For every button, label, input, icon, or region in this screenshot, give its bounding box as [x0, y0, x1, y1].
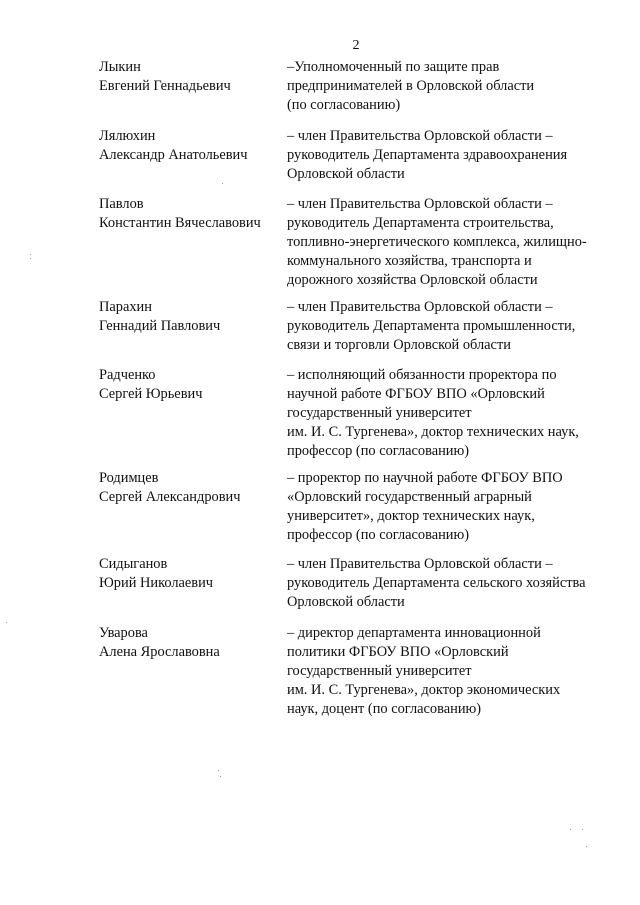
member-surname: Уварова	[99, 625, 148, 641]
position-line: – член Правительства Орловской области –	[287, 128, 553, 144]
scan-speck	[6, 622, 7, 623]
position-line: коммунального хозяйства, транспорта и	[287, 253, 532, 269]
position-line: университет», доктор технических наук,	[287, 508, 535, 524]
member-surname: Родимцев	[99, 470, 159, 486]
member-name	[99, 555, 279, 593]
member-surname: Парахин	[99, 299, 152, 315]
position-line: – член Правительства Орловской области –	[287, 299, 553, 315]
scan-speck	[218, 770, 219, 771]
member-name	[99, 195, 279, 233]
position-line: профессор (по согласованию)	[287, 443, 470, 459]
position-line: политики ФГБОУ ВПО «Орловский	[287, 644, 509, 660]
member-given-names: Евгений Геннадьевич	[99, 78, 231, 94]
position-line: – проректор по научной работе ФГБОУ ВПО	[287, 470, 563, 486]
position-line: наук, доцент (по согласованию)	[287, 701, 482, 717]
position-line: топливно-энергетического комплекса, жилищно-	[287, 234, 587, 250]
position-line: – исполняющий обязанности проректора по	[287, 367, 557, 383]
position-line: руководитель Департамента промышленности,	[287, 318, 576, 334]
position-line: дорожного хозяйства Орловской области	[287, 272, 538, 288]
position-line: руководитель Департамента здравоохранения	[287, 147, 568, 163]
member-given-names: Сергей Юрьевич	[99, 386, 203, 402]
member-surname: Радченко	[99, 367, 156, 383]
member-position	[287, 127, 607, 184]
position-line: –Уполномоченный по защите прав	[287, 59, 500, 75]
position-line: (по согласованию)	[287, 97, 401, 113]
position-line: – директор департамента инновационной	[287, 625, 541, 641]
member-position	[287, 469, 607, 545]
position-line: связи и торговли Орловской области	[287, 337, 511, 353]
member-position	[287, 366, 607, 461]
member-name	[99, 366, 279, 404]
position-line: – член Правительства Орловской области –	[287, 556, 553, 572]
member-surname: Лялюхин	[99, 128, 156, 144]
scan-speck	[586, 846, 587, 847]
scan-speck	[570, 829, 571, 830]
member-name	[99, 127, 279, 165]
member-given-names: Алена Ярославовна	[99, 644, 220, 660]
member-position	[287, 555, 607, 612]
position-line: профессор (по согласованию)	[287, 527, 470, 543]
member-name	[99, 469, 279, 507]
member-given-names: Александр Анатольевич	[99, 147, 248, 163]
member-position	[287, 298, 607, 355]
member-name	[99, 624, 279, 662]
position-line: государственный университет	[287, 663, 472, 679]
member-position	[287, 195, 607, 290]
member-surname: Павлов	[99, 196, 144, 212]
position-line: Орловской области	[287, 594, 405, 610]
position-line: государственный университет	[287, 405, 472, 421]
position-line: им. И. С. Тургенева», доктор экономических	[287, 682, 561, 698]
position-line: руководитель Департамента сельского хозяйства	[287, 575, 586, 591]
page-number: 2	[352, 38, 360, 53]
member-given-names: Константин Вячеславович	[99, 215, 261, 231]
position-line: – член Правительства Орловской области –	[287, 196, 553, 212]
position-line: Орловской области	[287, 166, 405, 182]
scan-speck	[222, 183, 223, 184]
scan-speck	[30, 258, 31, 259]
position-line: предпринимателей в Орловской области	[287, 78, 535, 94]
position-line: «Орловский государственный аграрный	[287, 489, 532, 505]
member-name	[99, 58, 279, 96]
scan-speck	[220, 776, 221, 777]
member-surname: Сидыганов	[99, 556, 168, 572]
position-line: руководитель Департамента строительства,	[287, 215, 554, 231]
member-position	[287, 58, 607, 115]
scan-speck	[30, 254, 31, 255]
member-surname: Лыкин	[99, 59, 141, 75]
position-line: им. И. С. Тургенева», доктор технических наук,	[287, 424, 579, 440]
member-given-names: Юрий Николаевич	[99, 575, 214, 591]
member-given-names: Геннадий Павлович	[99, 318, 221, 334]
member-position	[287, 624, 607, 719]
scan-speck	[582, 829, 583, 830]
position-line: научной работе ФГБОУ ВПО «Орловский	[287, 386, 545, 402]
member-name	[99, 298, 279, 336]
member-given-names: Сергей Александрович	[99, 489, 241, 505]
